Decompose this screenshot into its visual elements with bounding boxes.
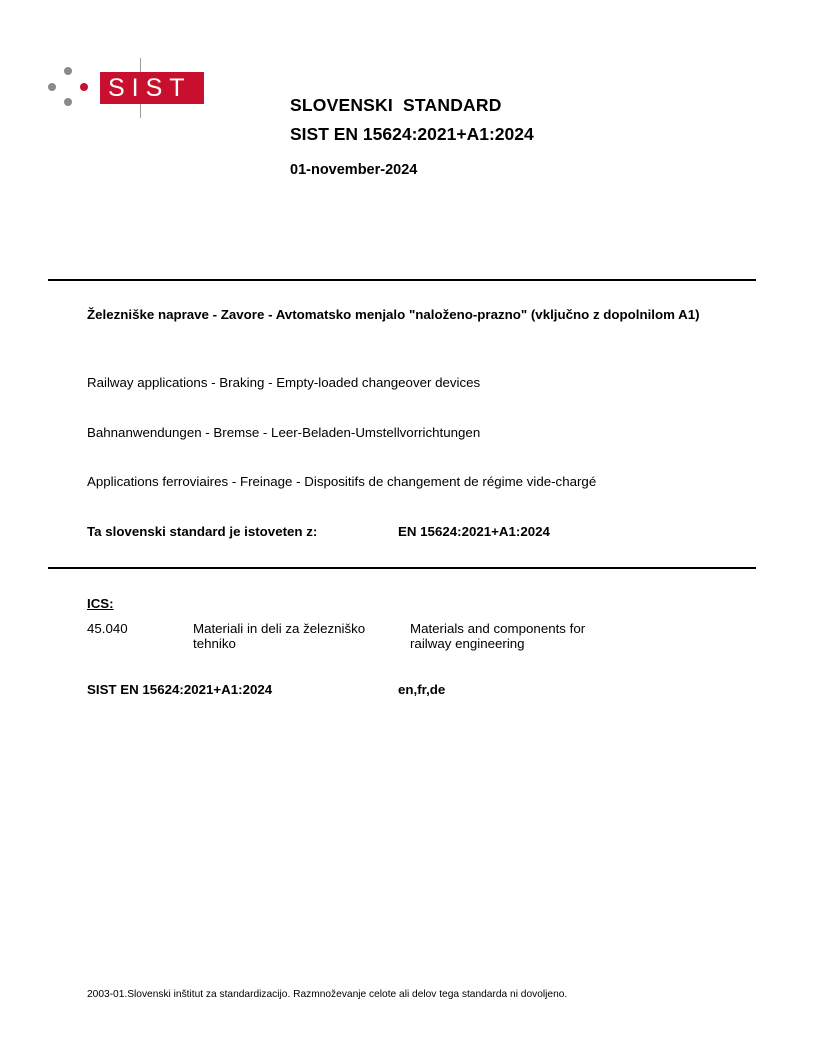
ics-code: 45.040 xyxy=(87,621,128,636)
ics-description-english: Materials and components for railway engineering xyxy=(410,621,586,651)
title-german: Bahnanwendungen - Bremse - Leer-Beladen-Umstellvorrichtungen xyxy=(87,425,481,440)
logo-dot-icon xyxy=(64,67,72,75)
identical-label: Ta slovenski standard je istoveten z: xyxy=(87,524,318,539)
title-french: Applications ferroviaires - Freinage - Dispositifs de changement de régime vide-chargé xyxy=(87,474,597,489)
logo-dot-icon xyxy=(80,83,88,91)
ics-heading: ICS: xyxy=(87,596,114,611)
publication-date: 01-november-2024 xyxy=(290,162,418,178)
title-english: Railway applications - Braking - Empty-loaded changeover devices xyxy=(87,375,481,390)
standard-number: SIST EN 15624:2021+A1:2024 xyxy=(87,682,273,697)
logo-dot-icon xyxy=(64,98,72,106)
standard-number-heading: SIST EN 15624:2021+A1:2024 xyxy=(290,124,534,144)
top-divider xyxy=(48,279,756,281)
middle-divider xyxy=(48,567,756,569)
copyright-footer: 2003-01.Slovenski inštitut za standardizacijo. Razmnoževanje celote ali delov tega standarda ni dovoljeno. xyxy=(87,989,568,1000)
logo-text: SIST xyxy=(100,72,204,104)
logo-dot-icon xyxy=(48,83,56,91)
identical-value: EN 15624:2021+A1:2024 xyxy=(398,524,550,539)
title-slovenian: Železniške naprave - Zavore - Avtomatsko menjalo "naloženo-prazno" (vključno z dopolnilom A1) xyxy=(87,307,700,322)
standard-languages: en,fr,de xyxy=(398,682,446,697)
ics-description-slovenian: Materiali in deli za železniško tehniko xyxy=(193,621,366,651)
standard-type-heading: SLOVENSKI STANDARD xyxy=(290,95,502,115)
